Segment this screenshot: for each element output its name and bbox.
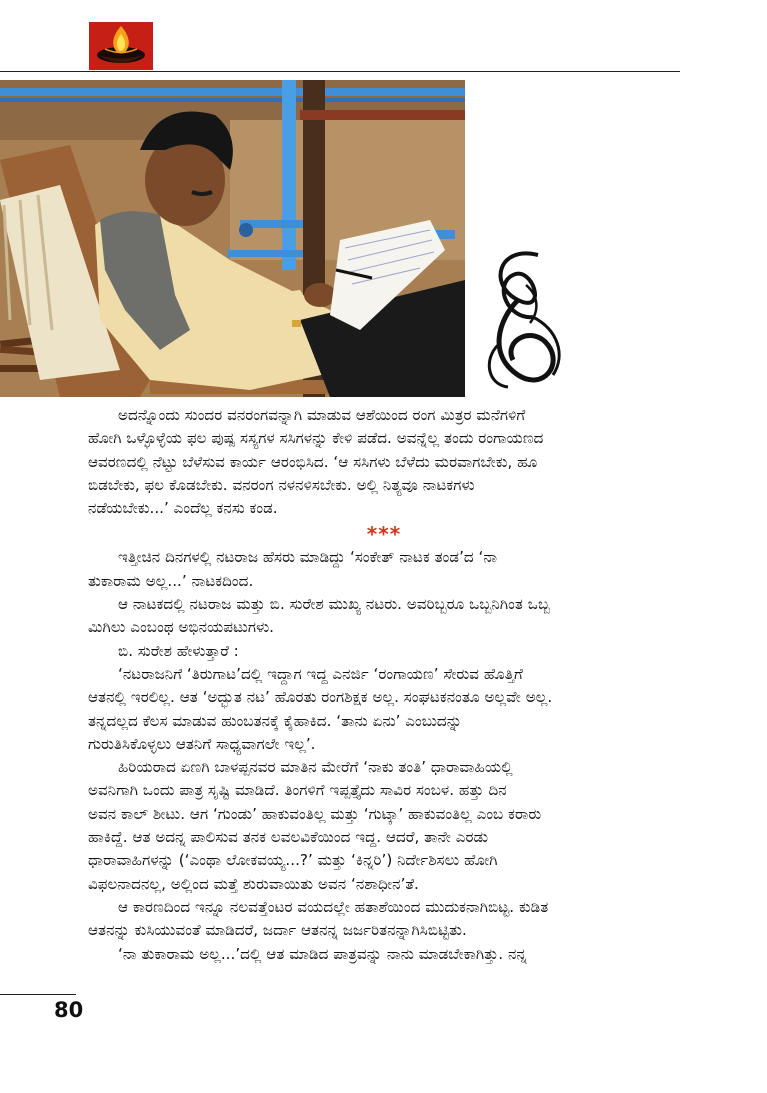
text-line: ‘ನಟರಾಜನಿಗೆ ‘ತಿರುಗಾಟ’ದಲ್ಲಿ ಇದ್ದಾಗ ಇದ್ದ ಎನರ್ಜಿ ‘ರಂಗಾಯಣ’ ಸೇರುವ ಹೊತ್ತಿಗೆ — [118, 664, 523, 683]
text-line: ‘ನಾ ತುಕಾರಾಮ ಅಲ್ಲ...’ದಲ್ಲಿ ಆತ ಮಾಡಿದ ಪಾತ್ರವನ್ನು ನಾನು ಮಾಡಬೇಕಾಗಿತ್ತು. ನನ್ನ — [118, 944, 527, 963]
text-line: ಬಿಡಬೇಕು, ಫಲ ಕೊಡಬೇಕು. ವನರಂಗ ನಳನಳಿಸಬೇಕು. ಅಲ್ಲಿ ನಿತ್ಯವೂ ನಾಟಕಗಳು — [88, 475, 475, 494]
text-line: ಹಾಕಿದ್ದೆ. ಆತ ಅದನ್ನ ಪಾಲಿಸುವ ತನಕ ಲವಲವಿಕೆಯಿಂದ ಇದ್ದ. ಆದರೆ, ತಾನೇ ಎರಡು — [88, 828, 489, 847]
text-line: ವಿಫಲನಾದನಲ್ಲ, ಅಲ್ಲಿಂದ ಮತ್ತೆ ಶುರುವಾಯಿತು ಅವನ ‘ನಶಾಧೀನ’ತೆ. — [88, 874, 419, 893]
text-line: ಹಿರಿಯರಾದ ಏಣಗಿ ಬಾಳಪ್ಪನವರ ಮಾತಿನ ಮೇರೆಗೆ ‘ನಾಕು ತಂತಿ’ ಧಾರಾವಾಹಿಯಲ್ಲಿ — [118, 758, 513, 777]
text-line: ಧಾರಾವಾಹಿಗಳನ್ನು (‘ಎಂಥಾ ಲೋಕವಯ್ಯ...?’ ಮತ್ತು ‘ಕಿನ್ನರಿ’) ನಿರ್ದೇಶಿಸಲು ಹೋಗಿ — [88, 851, 498, 870]
text-line: ಮಿಗಿಲು ಎಂಬಂಥ ಅಭಿನಯಪಟುಗಳು. — [88, 618, 274, 637]
section-separator: *** — [366, 522, 402, 547]
page-number: 80 — [54, 998, 84, 1022]
text-line: ಅವನ ಕಾಲ್ ಶೀಟು. ಆಗ ‘ಗುಂಡು’ ಹಾಕುವಂತಿಲ್ಲ ಮತ್ತು ‘ಗುಟ್ಕಾ’ ಹಾಕುವಂತಿಲ್ಲ ಎಂಬ ಕರಾರು — [88, 804, 542, 823]
lamp-logo-icon — [89, 22, 153, 70]
text-line: ಆತನನ್ನು ಕುಸಿಯುವಂತೆ ಮಾಡಿದರೆ, ಜರ್ದಾ ಆತನನ್ನ ಜರ್ಜರಿತನನ್ನಾಗಿಸಿಬಿಟ್ಟಿತು. — [88, 921, 467, 940]
text-line: ಆವರಣದಲ್ಲಿ ನೆಟ್ಟು ಬೆಳೆಸುವ ಕಾರ್ಯ ಆರಂಭಿಸಿದ. ‘ಆ ಸಸಿಗಳು ಬೆಳೆದು ಮರವಾಗಬೇಕು, ಹೂ — [88, 452, 538, 471]
text-line: ಗುರುತಿಸಿಕೊಳ್ಳಲು ಆತನಿಗೆ ಸಾಧ್ಯವಾಗಲೇ ಇಲ್ಲ’. — [88, 734, 316, 753]
text-line: ಇತ್ತೀಚಿನ ದಿನಗಳಲ್ಲಿ ನಟರಾಜ ಹೆಸರು ಮಾಡಿದ್ದು ‘ಸಂಕೇತ್ ನಾಟಕ ತಂಡ’ದ ‘ನಾ — [118, 548, 498, 567]
text-line: ಆ ಕಾರಣದಿಂದ ಇನ್ನೂ ನಲವತ್ತೆಂಟರ ವಯದಲ್ಲೇ ಹತಾಶೆಯಿಂದ ಮುದುಕನಾಗಿಬಿಟ್ಟ. ಕುಡಿತ — [118, 897, 549, 916]
text-line: ಆತನಲ್ಲಿ ಇರಲಿಲ್ಲ. ಆತ ‘ಅದ್ಭುತ ನಟ’ ಹೊರತು ರಂಗಶಿಕ್ಷಕ ಅಲ್ಲ. ಸಂಘಟಕನಂತೂ ಅಲ್ಲವೇ ಅಲ್ಲ. — [88, 688, 553, 707]
text-line: ಅವನಿಗಾಗಿ ಒಂದು ಪಾತ್ರ ಸೃಷ್ಟಿ ಮಾಡಿದೆ. ತಿಂಗಳಿಗೆ ಇಪ್ಪತ್ತೈದು ಸಾವಿರ ಸಂಬಳ. ಹತ್ತು ದಿನ — [88, 781, 507, 800]
photo-man-writing — [0, 80, 465, 397]
text-line: ತುಕಾರಾಮ ಅಲ್ಲ...’ ನಾಟಕದಿಂದ. — [88, 571, 254, 590]
text-line: ಅದನ್ನೊಂದು ಸುಂದರ ವನರಂಗವನ್ನಾಗಿ ಮಾಡುವ ಆಶೆಯಿಂದ ರಂಗ ಮಿತ್ರರ ಮನೆಗಳಿಗೆ — [118, 406, 526, 424]
text-line: ನಡೆಯಬೇಕು...’ ಎಂದೆಲ್ಲ ಕನಸು ಕಂಡ. — [88, 499, 278, 518]
text-line: ತನ್ನದಲ್ಲದ ಕೆಲಸ ಮಾಡುವ ಹುಂಬತನಕ್ಕೆ ಕೈಹಾಕಿದ. ‘ತಾನು ಏನು’ ಎಂಬುದನ್ನು — [88, 711, 463, 730]
footer-rule — [0, 994, 76, 995]
calligraphy-ornament-icon — [478, 245, 570, 393]
text-line: ಆ ನಾಟಕದಲ್ಲಿ ನಟರಾಜ ಮತ್ತು ಬಿ. ಸುರೇಶ ಮುಖ್ಯ ನಟರು. ಅವರಿಬ್ಬರೂ ಒಬ್ಬನಿಗಿಂತ ಒಬ್ಬ — [118, 595, 550, 614]
text-line: ಹೋಗಿ ಒಳ್ಳೊಳ್ಳೆಯ ಫಲ ಪುಷ್ಪ ಸಸ್ಯಗಳ ಸಸಿಗಳನ್ನು ಕೇಳಿ ಪಡೆದ. ಅವನ್ನೆಲ್ಲ ತಂದು ರಂಗಾಯಣದ — [88, 429, 544, 448]
header-rule — [0, 71, 680, 72]
article-body — [88, 404, 680, 966]
text-line: ಬಿ. ಸುರೇಶ ಹೇಳುತ್ತಾರೆ : — [118, 641, 239, 660]
